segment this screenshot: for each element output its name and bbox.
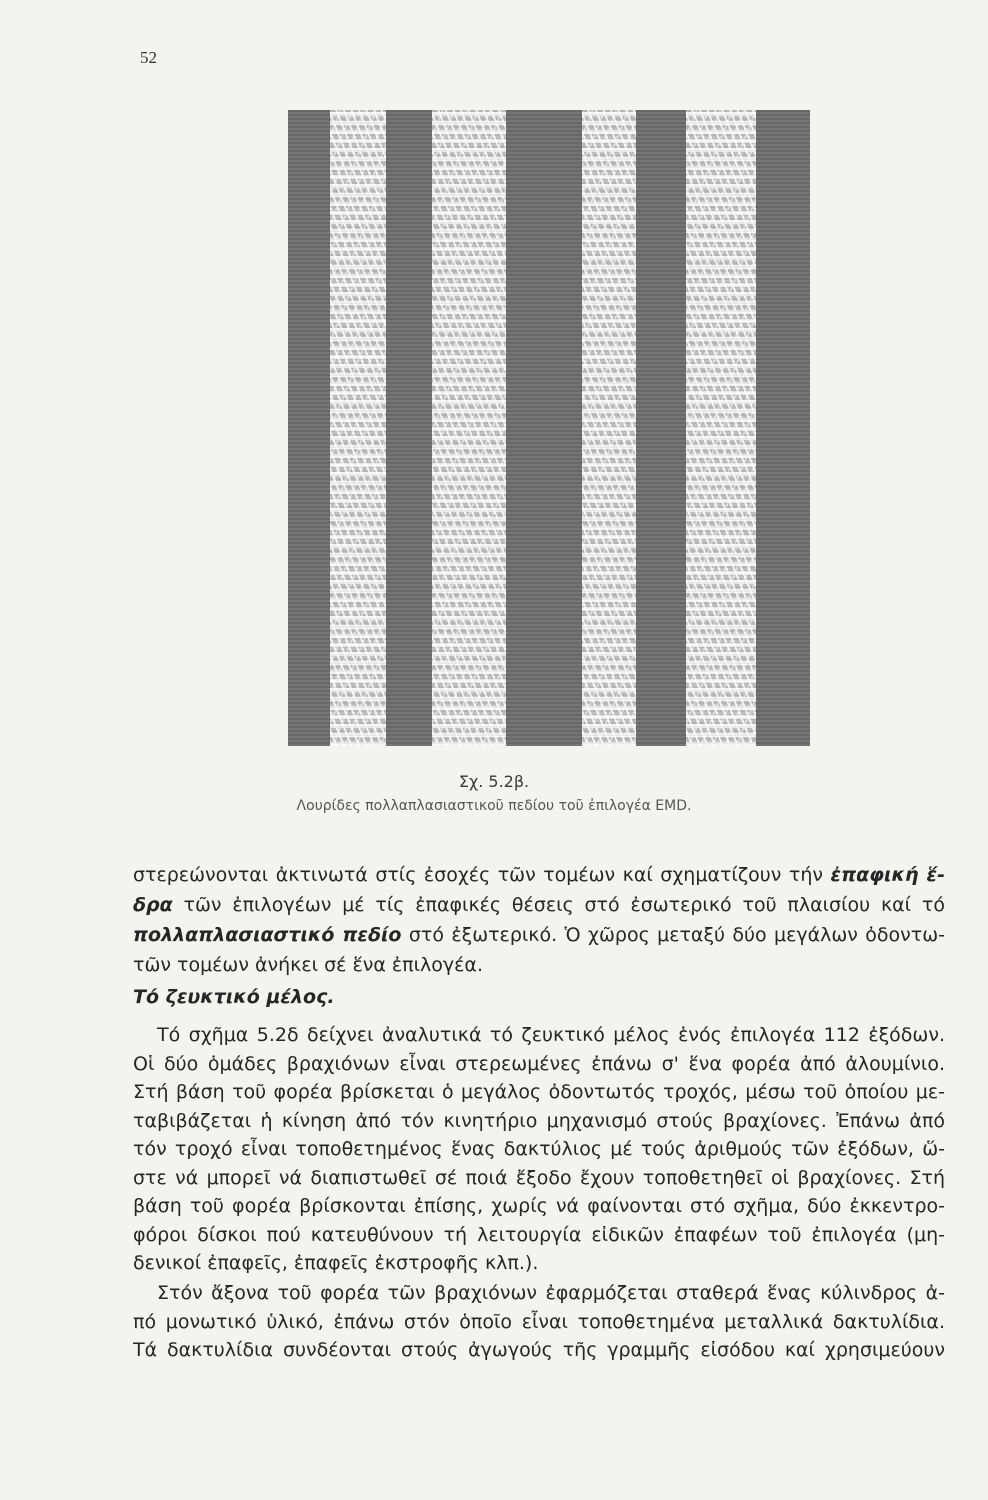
text-segment: πό μονωτικό ὑλικό, ἐπάνω στόν ὁποῖο εἶναι τοποθετημένα μεταλλικά δακτυλίδια.	[133, 1310, 945, 1333]
text-line	[133, 1221, 945, 1250]
text-line	[133, 950, 945, 980]
figure-caption: Λουρίδες πολλαπλασιαστικοῦ πεδίου τοῦ ἐπιλογέα EMD.	[296, 798, 692, 814]
paragraph-1	[133, 860, 945, 980]
text-segment: βάση τοῦ φορέα βρίσκονται ἐπίσης, χωρίς νά φαίνονται στό σχῆμα, δύο ἐκκεντρο-	[133, 1195, 945, 1217]
emphasized-term: πολλαπλασιαστικό πεδίο	[133, 924, 402, 946]
text-segment: ταβιβάζεται ἡ κίνηση ἀπό τόν κινητήριο μηχανισμό στούς βραχίονες. Ἐπάνω ἀπό	[133, 1109, 945, 1132]
text-segment: στε νά μπορεῖ νά διαπιστωθεῖ σέ ποιά ἔξοδο ἔχουν τοποθετηθεῖ οἱ βραχίονες. Στή	[133, 1166, 945, 1189]
text-line	[133, 1164, 945, 1193]
text-line	[133, 1279, 945, 1308]
text-segment: Στή βάση τοῦ φορέα βρίσκεται ὁ μεγάλος ὀδοντωτός τροχός, μέσω τοῦ ὁποίου με-	[133, 1081, 945, 1103]
paragraph-3	[133, 1279, 945, 1365]
text-segment: Τό σχῆμα 5.2δ δείχνει ἀναλυτικά τό ζευκτικό μέλος ἑνός ἐπιλογέα 112 ἐξόδων.	[157, 1024, 945, 1046]
text-line	[133, 1021, 945, 1050]
text-line	[133, 1078, 945, 1107]
figure-number: Σχ. 5.2β.	[458, 772, 530, 791]
text-line	[133, 890, 945, 920]
text-segment: Τά δακτυλίδια συνδέονται στούς ἀγωγούς τῆς γραμμῆς εἰσόδου καί χρησιμεύουν	[133, 1339, 945, 1361]
text-segment: φόροι δίσκοι πού κατευθύνουν τή λειτουργία εἰδικῶν ἐπαφέων τοῦ ἐπιλογέα (μη-	[133, 1223, 945, 1246]
text-segment: τῶν τομέων ἀνήκει σέ ἕνα ἐπιλογέα.	[133, 954, 483, 976]
figure-photo-multiplier-field-strips	[288, 110, 810, 746]
text-segment: δενικοί ἐπαφεῖς, ἐπαφεῖς ἐκστροφῆς κλπ.).	[133, 1252, 539, 1274]
text-line	[133, 1336, 945, 1365]
text-segment: Οἱ δύο ὁμάδες βραχιόνων εἶναι στερεωμένες ἐπάνω σ' ἕνα φορέα ἀπό ἀλουμίνιο.	[133, 1052, 945, 1075]
text-line	[133, 1308, 945, 1337]
section-heading: Τό ζευκτικό μέλος.	[133, 986, 335, 1008]
text-line	[133, 920, 945, 950]
text-segment: τῶν ἐπιλογέων μέ τίς ἐπαφικές θέσεις στό ἐσωτερικό τοῦ πλαισίου καί τό	[172, 894, 945, 916]
text-segment: στερεώνονται ἀκτινωτά στίς ἐσοχές τῶν τομέων καί σχηματίζουν τήν	[133, 864, 831, 886]
text-line	[133, 1107, 945, 1136]
text-line	[133, 860, 945, 890]
text-line	[133, 1135, 945, 1164]
text-segment: τόν τροχό εἶναι τοποθετημένος ἕνας δακτύλιος μέ τούς ἀριθμούς τῶν ἐξόδων, ὥ-	[133, 1138, 945, 1160]
text-line	[133, 1192, 945, 1221]
text-line	[133, 1050, 945, 1079]
text-line	[133, 1249, 945, 1278]
page-number: 52	[140, 48, 157, 67]
emphasized-term: ἐπαφική ἕ-	[830, 864, 945, 886]
emphasized-term: δρα	[133, 894, 173, 916]
text-segment: στό ἐξωτερικό. Ὁ χῶρος μεταξύ δύο μεγάλων ὀδοντω-	[401, 924, 945, 946]
text-segment: Στόν ἄξονα τοῦ φορέα τῶν βραχιόνων ἐφαρμόζεται σταθερά ἕνας κύλινδρος ἀ-	[157, 1282, 945, 1304]
paragraph-2	[133, 1021, 945, 1278]
photo-texture	[288, 110, 810, 746]
